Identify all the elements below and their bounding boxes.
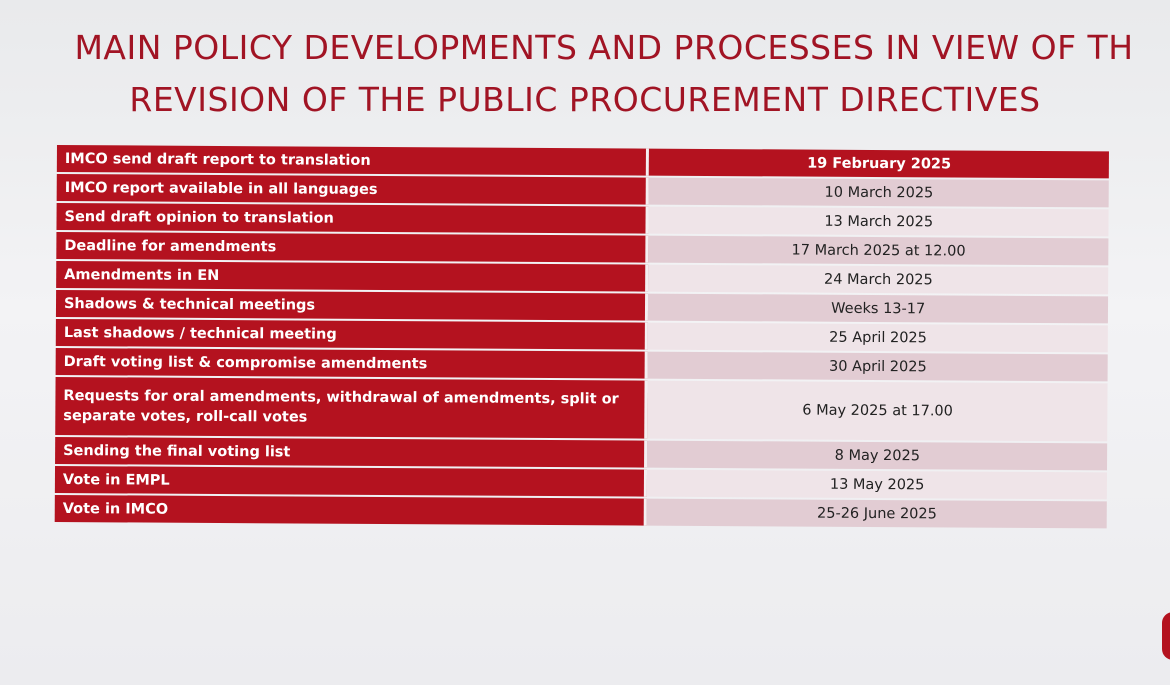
activity-cell: IMCO send draft report to translation (57, 145, 650, 176)
slide-title-line-1: MAIN POLICY DEVELOPMENTS AND PROCESSES IN VIEW OF TH (74, 28, 1134, 67)
table-row (57, 145, 1109, 178)
table-row (56, 261, 1108, 294)
activity-cell: Deadline for amendments (56, 232, 649, 263)
activity-cell: Sending the final voting list (55, 437, 648, 468)
date-cell: 17 March 2025 at 12.00 (649, 236, 1109, 266)
activity-cell: Vote in EMPL (55, 466, 648, 497)
date-cell: 19 February 2025 (649, 149, 1109, 179)
date-cell: 30 April 2025 (648, 352, 1108, 382)
table-row (55, 495, 1107, 528)
activity-cell: Amendments in EN (56, 261, 649, 292)
table-row (55, 466, 1107, 499)
activity-cell: Requests for oral amendments, withdrawal of amendments, split or separate votes, roll-call votes (55, 377, 648, 439)
date-cell: 6 May 2025 at 17.00 (648, 381, 1108, 442)
table-row (56, 290, 1108, 323)
activity-cell: Last shadows / technical meeting (56, 319, 649, 350)
table-row (55, 377, 1107, 441)
activity-cell: Vote in IMCO (55, 495, 648, 526)
table-row (56, 319, 1108, 352)
table-row (56, 203, 1108, 236)
slide-title (0, 22, 1170, 126)
activity-cell: IMCO report available in all languages (57, 174, 650, 205)
activity-cell: Shadows & technical meetings (56, 290, 649, 321)
slide-corner-decoration (1162, 612, 1170, 660)
table-row (57, 174, 1109, 207)
date-cell: 25-26 June 2025 (647, 499, 1107, 529)
date-cell: 13 May 2025 (647, 470, 1107, 500)
date-cell: 13 March 2025 (649, 207, 1109, 237)
activity-cell: Send draft opinion to translation (56, 203, 649, 234)
date-cell: Weeks 13-17 (648, 294, 1108, 324)
table-row (56, 232, 1108, 265)
activity-cell: Draft voting list & compromise amendments (56, 348, 649, 379)
date-cell: 10 March 2025 (649, 178, 1109, 208)
table-row (56, 348, 1108, 381)
schedule-table (55, 143, 1109, 530)
slide-title-line-2: REVISION OF THE PUBLIC PROCUREMENT DIRECTIVES (129, 80, 1041, 119)
date-cell: 25 April 2025 (648, 323, 1108, 353)
date-cell: 24 March 2025 (649, 265, 1109, 295)
table-row (55, 437, 1107, 470)
date-cell: 8 May 2025 (647, 441, 1107, 471)
